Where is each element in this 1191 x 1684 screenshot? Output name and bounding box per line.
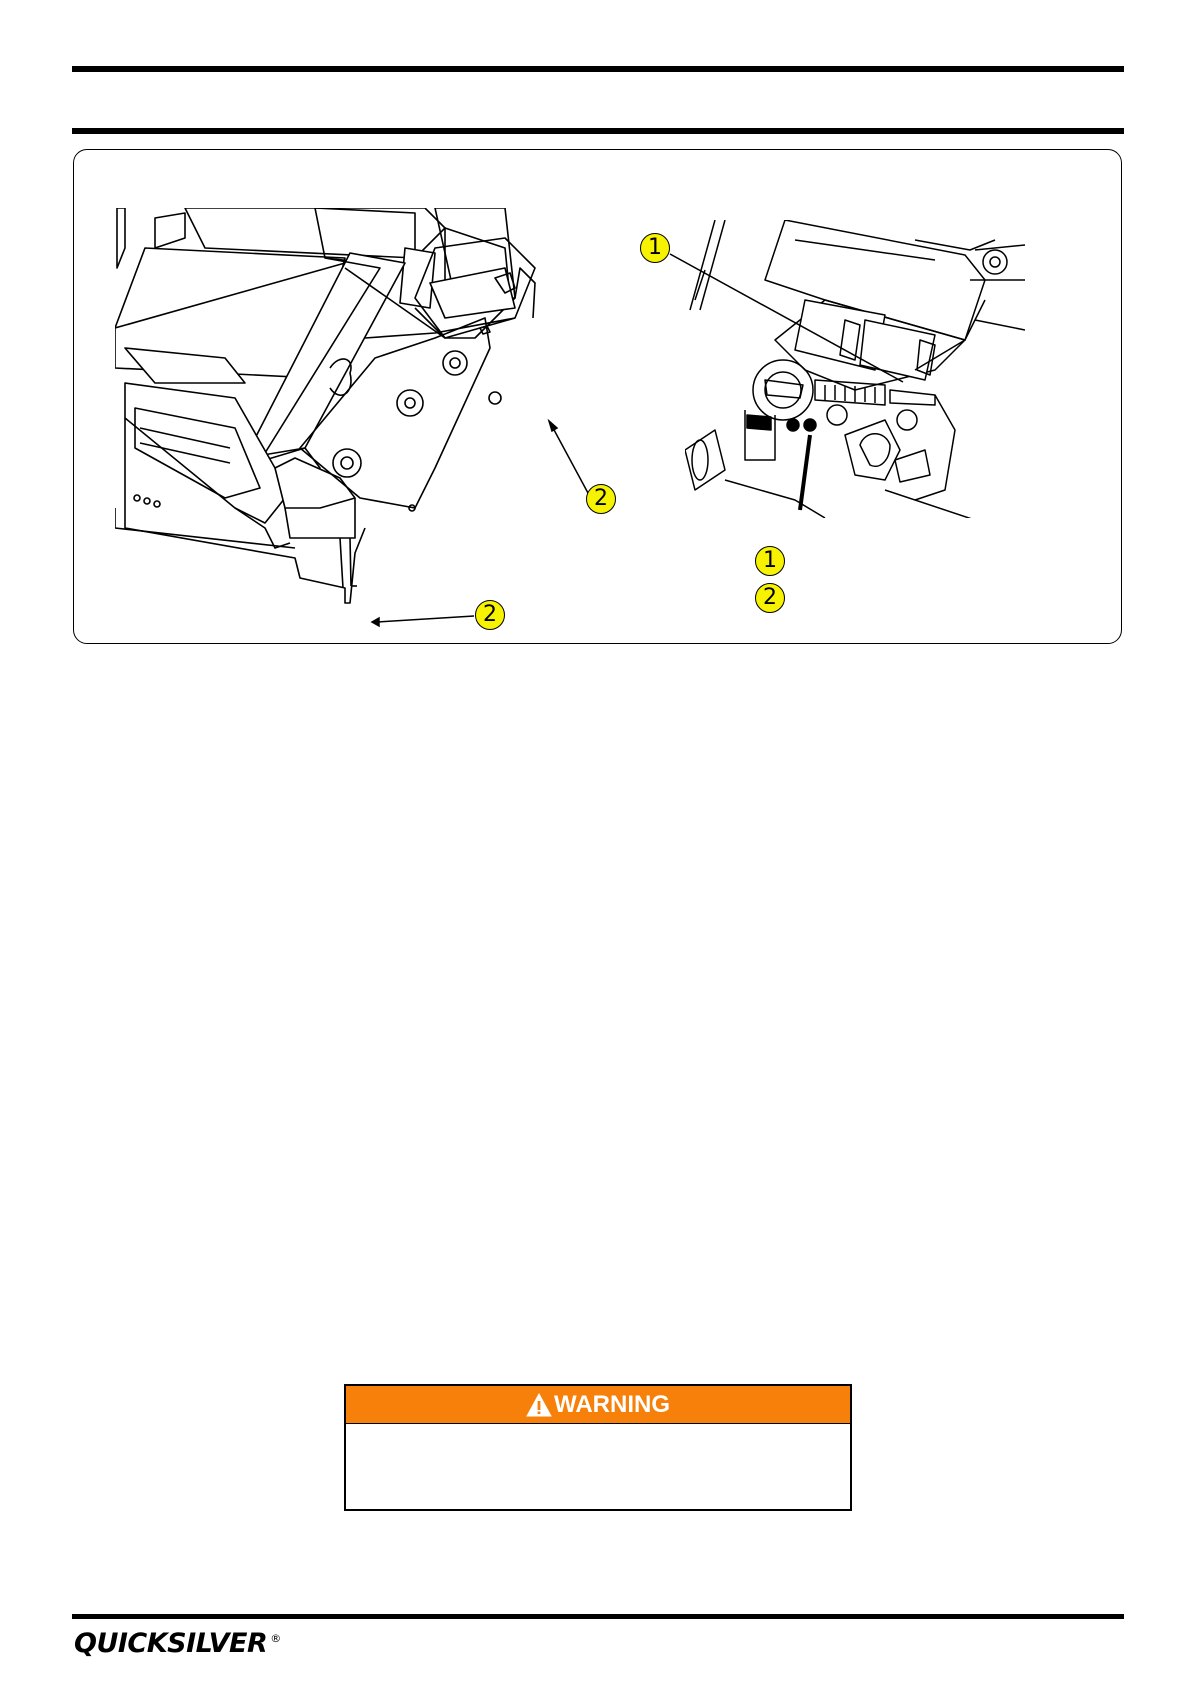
legend-number-1: 1 <box>755 546 785 576</box>
warning-body <box>346 1424 850 1444</box>
legend-number-2: 2 <box>755 583 785 613</box>
warning-header <box>346 1386 850 1424</box>
header-rule-top <box>72 66 1124 72</box>
boat-stern-illustration <box>115 208 630 646</box>
brand-name: QUICKSILVER <box>74 1628 268 1659</box>
header-rule-bottom <box>72 128 1124 134</box>
footer-rule <box>72 1614 1124 1619</box>
warning-box <box>344 1384 852 1511</box>
warning-triangle-icon <box>526 1393 552 1417</box>
callout-1: 1 <box>640 233 670 263</box>
warning-title: WARNING <box>554 1390 670 1418</box>
callout-2-upper: 2 <box>586 484 616 514</box>
registered-mark: ® <box>270 1632 281 1645</box>
callout-2-lower: 2 <box>475 600 505 630</box>
quicksilver-logo <box>74 1628 281 1659</box>
helm-station-illustration <box>685 220 1025 518</box>
